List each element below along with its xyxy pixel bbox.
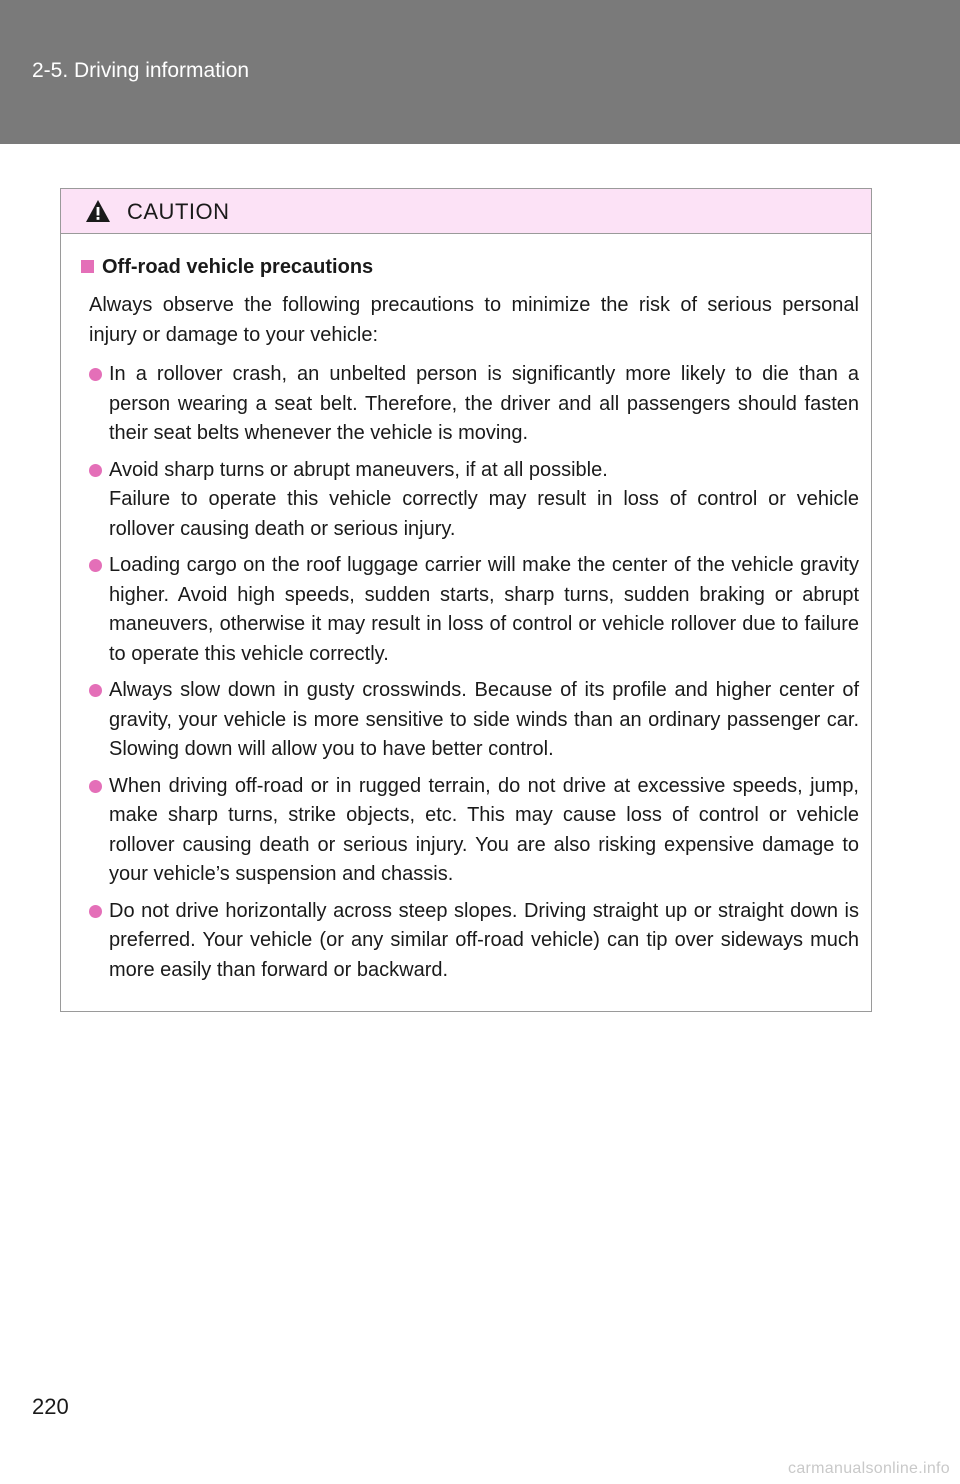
header-band — [0, 0, 960, 144]
watermark: carmanualsonline.info — [788, 1460, 950, 1477]
warning-triangle-icon — [85, 199, 111, 223]
page-number: 220 — [32, 1394, 69, 1419]
round-bullet-icon — [89, 559, 102, 572]
list-item: In a rollover crash, an unbelted person is significantly more likely to die than a person wearing a seat belt. Therefore, the driver and all passengers should fasten their seat belts whenever the vehicle is moving. — [89, 360, 859, 449]
section-heading — [81, 256, 373, 279]
caution-box — [60, 188, 872, 1012]
round-bullet-icon — [89, 368, 102, 381]
caution-header — [61, 189, 871, 234]
caution-label: CAUTION — [127, 199, 230, 224]
list-item: Always slow down in gusty crosswinds. Because of its profile and higher center of gravity, your vehicle is more sensitive to side winds than an ordinary passenger car. Slowing down will allow you to have better control. — [89, 676, 859, 765]
square-bullet-icon — [81, 260, 94, 273]
precaution-list — [89, 360, 859, 992]
list-item: When driving off-road or in rugged terrain, do not drive at excessive speeds, jump, make sharp turns, strike objects, etc. This may cause loss of control or vehicle rollover causing death or serious injury. You are also risking expensive damage to your vehicle’s suspension and chassis. — [89, 772, 859, 890]
intro-paragraph: Always observe the following precautions to minimize the risk of serious personal injury or damage to your vehicle: — [89, 294, 859, 346]
round-bullet-icon — [89, 905, 102, 918]
round-bullet-icon — [89, 780, 102, 793]
section-heading-text: Off-road vehicle precautions — [102, 256, 374, 278]
section-title: 2-5. Driving information — [32, 59, 250, 82]
list-item: Do not drive horizontally across steep slopes. Driving straight up or straight down is preferred. Your vehicle (or any similar off-road vehicle) can tip over sideways much more easily than forward or backward. — [89, 897, 859, 986]
list-item: Avoid sharp turns or abrupt maneuvers, if at all possible. Failure to operate this vehicle correctly may result in loss of control or vehicle rollover causing death or serious injury. — [89, 456, 859, 545]
list-item: Loading cargo on the roof luggage carrier will make the center of the vehicle gravity higher. Avoid high speeds, sudden starts, sharp turns, sudden braking or abrupt maneuvers, otherwise it may result in loss of control or vehicle rollover due to failure to operate this vehicle correctly. — [89, 551, 859, 669]
list-item-continuation: Failure to operate this vehicle correctly may result in loss of control or vehicle rollover causing death or serious injury. — [109, 488, 859, 540]
round-bullet-icon — [89, 684, 102, 697]
round-bullet-icon — [89, 464, 102, 477]
